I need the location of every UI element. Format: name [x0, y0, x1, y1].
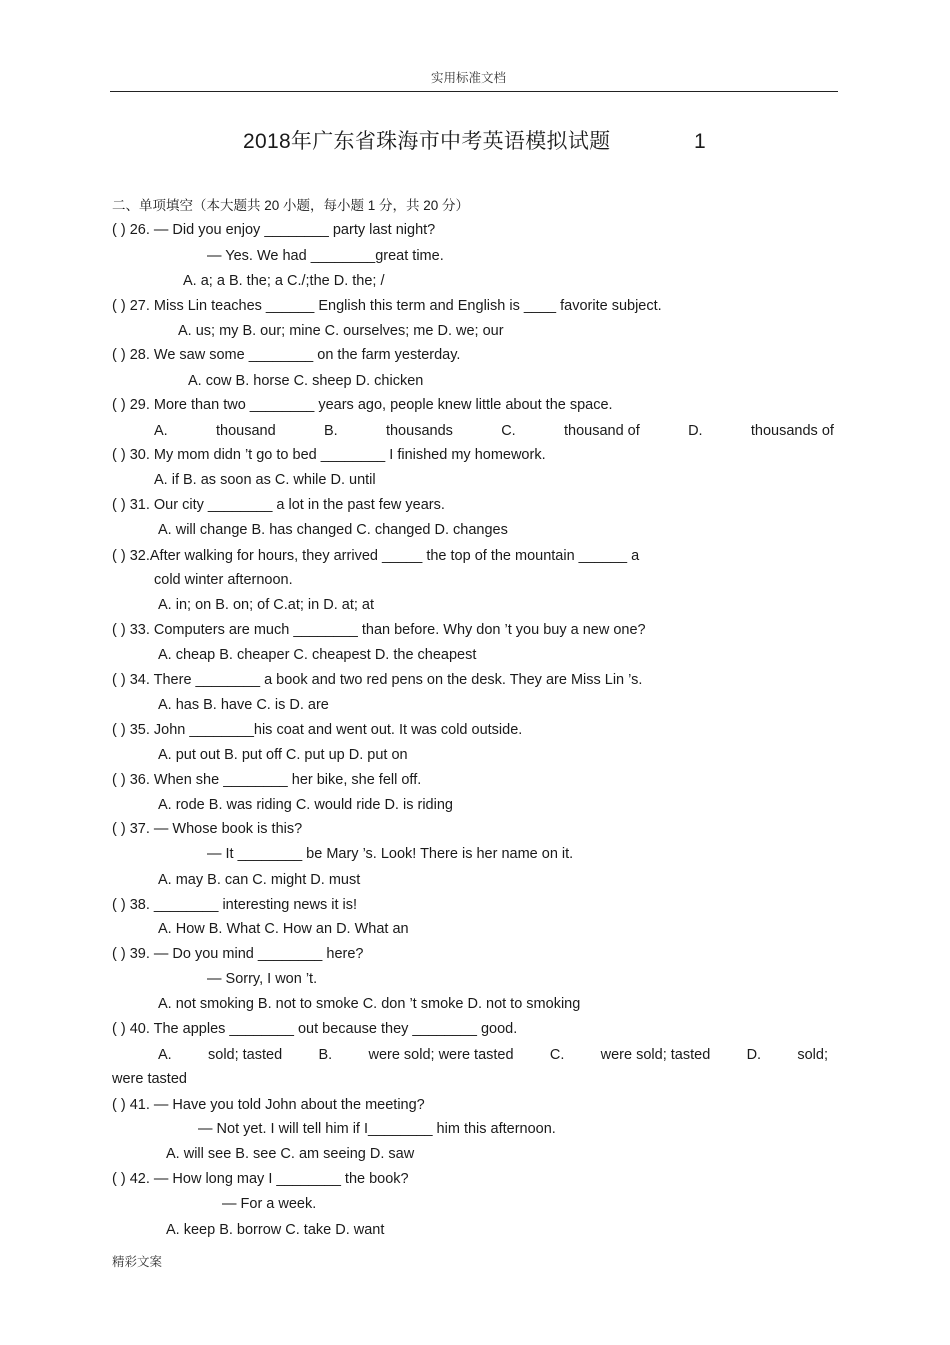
question-39: ( ) 39. — Do you mind ________ here?: [112, 946, 364, 962]
question-42-line2: — For a week.: [222, 1196, 317, 1212]
option-label: D.: [746, 1047, 762, 1063]
question-38: ( ) 38. ________ interesting news it is!: [112, 897, 358, 913]
question-32: ( ) 32.After walking for hours, they arrived _____ the top of the mountain ______ a: [112, 548, 640, 564]
option-text: thousands of: [750, 423, 834, 439]
option-label: C.: [549, 1047, 565, 1063]
question-31: ( ) 31. Our city ________ a lot in the past few years.: [112, 497, 445, 513]
question-34-options: A. has B. have C. is D. are: [158, 697, 329, 713]
question-39-options: A. not smoking B. not to smoke C. don ’t smoke D. not to smoking: [158, 996, 581, 1012]
question-33: ( ) 33. Computers are much ________ than before. Why don ’t you buy a new one?: [112, 622, 646, 638]
question-35-options: A. put out B. put off C. put up D. put on: [158, 747, 408, 763]
page-footer: 精彩文案: [112, 1255, 163, 1269]
question-42: ( ) 42. — How long may I ________ the book?: [112, 1171, 409, 1187]
question-32-options: A. in; on B. on; of C.at; in D. at; at: [158, 597, 374, 613]
page-title: 2018年广东省珠海市中考英语模拟试题: [243, 130, 611, 153]
question-37: ( ) 37. — Whose book is this?: [112, 821, 303, 837]
question-35: ( ) 35. John ________his coat and went out. It was cold outside.: [112, 722, 523, 738]
option-text: sold;: [797, 1047, 828, 1063]
question-32-line2: cold winter afternoon.: [154, 572, 293, 588]
question-40: ( ) 40. The apples ________ out because they ________ good.: [112, 1021, 518, 1037]
option-label: C.: [501, 423, 516, 439]
question-36-options: A. rode B. was riding C. would ride D. is riding: [158, 797, 453, 813]
question-39-line2: — Sorry, I won ’t.: [207, 971, 318, 987]
page-title-number: 1: [694, 130, 706, 153]
question-33-options: A. cheap B. cheaper C. cheapest D. the cheapest: [158, 647, 477, 663]
question-30-options: A. if B. as soon as C. while D. until: [154, 472, 376, 488]
question-29-options: [154, 422, 834, 440]
question-40-options-cont: were tasted: [112, 1071, 187, 1087]
question-30: ( ) 30. My mom didn ’t go to bed ________ I finished my homework.: [112, 447, 546, 463]
question-38-options: A. How B. What C. How an D. What an: [158, 921, 409, 937]
option-text: thousand of: [563, 423, 640, 439]
option-text: were sold; tasted: [600, 1047, 711, 1063]
section-heading: 二、单项填空（本大题共 20 小题，每小题 1 分，共 20 分）: [112, 198, 470, 213]
question-42-options: A. keep B. borrow C. take D. want: [166, 1222, 385, 1238]
question-28: ( ) 28. We saw some ________ on the farm yesterday.: [112, 347, 461, 363]
option-label: D.: [688, 423, 703, 439]
option-label: B.: [323, 423, 338, 439]
question-26: ( ) 26. — Did you enjoy ________ party last night?: [112, 222, 436, 238]
question-37-options: A. may B. can C. might D. must: [158, 872, 361, 888]
option-text: thousands: [385, 423, 453, 439]
question-29: ( ) 29. More than two ________ years ago, people knew little about the space.: [112, 397, 613, 413]
option-label: A.: [158, 1047, 172, 1063]
option-label: A.: [154, 423, 168, 439]
option-label: B.: [318, 1047, 333, 1063]
option-text: thousand: [216, 423, 276, 439]
question-26-line2: — Yes. We had ________great time.: [207, 248, 444, 264]
question-31-options: A. will change B. has changed C. changed D. changes: [158, 522, 508, 538]
question-36: ( ) 36. When she ________ her bike, she fell off.: [112, 772, 422, 788]
question-40-options: [158, 1046, 828, 1064]
question-27: ( ) 27. Miss Lin teaches ______ English this term and English is ____ favorite subject.: [112, 298, 662, 314]
question-37-line2: — It ________ be Mary ’s. Look! There is her name on it.: [207, 846, 574, 862]
question-41: ( ) 41. — Have you told John about the meeting?: [112, 1097, 425, 1113]
option-text: were sold; were tasted: [368, 1047, 514, 1063]
question-41-options: A. will see B. see C. am seeing D. saw: [166, 1146, 415, 1162]
question-26-options: A. a; a B. the; a C./;the D. the; /: [183, 273, 385, 289]
page-header: 实用标准文档: [431, 71, 507, 85]
question-27-options: A. us; my B. our; mine C. ourselves; me D. we; our: [178, 323, 504, 339]
question-41-line2: — Not yet. I will tell him if I________ him this afternoon.: [198, 1121, 556, 1137]
question-34: ( ) 34. There ________ a book and two red pens on the desk. They are Miss Lin ’s.: [112, 672, 643, 688]
question-28-options: A. cow B. horse C. sheep D. chicken: [188, 373, 424, 389]
option-text: sold; tasted: [208, 1047, 283, 1063]
header-rule: [110, 91, 838, 92]
